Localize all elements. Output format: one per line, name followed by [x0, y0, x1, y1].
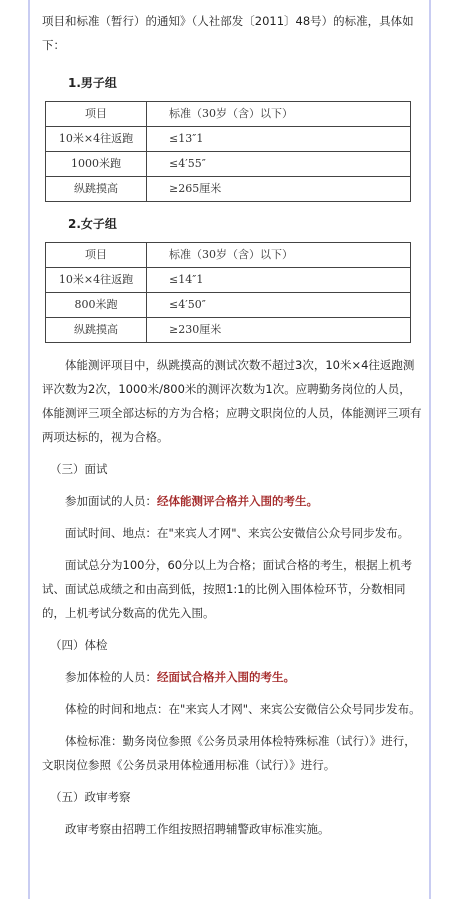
- male-group-heading: 1.男子组: [68, 76, 117, 90]
- interview-scoring-paragraph: 面试总分为100分，60分以上为合格；面试合格的考生，根据上机考试、面试总成绩之和由高到低，按照1:1的比例入围体检环节，分数相同的，上机考试分数高的优先入围。: [42, 558, 413, 620]
- right-border: [429, 0, 431, 899]
- interview-who-highlight: 经体能测评合格并入围的考生。: [157, 494, 318, 508]
- female-standards-table: [45, 242, 411, 343]
- female-group-heading: 2.女子组: [68, 217, 117, 231]
- header-standard: 标准（30岁（含）以下）: [147, 102, 411, 127]
- table-row: [46, 293, 411, 318]
- standard-cell: ≤13″1: [147, 127, 411, 152]
- header-item: 项目: [46, 243, 147, 268]
- fitness-note-paragraph: 体能测评项目中，纵跳摸高的测试次数不超过3次，10米×4往返跑测评次数为2次，1000米/800米的测评次数为1次。应聘勤务岗位的人员，体能测评三项全部达标的方为合格；应聘文职岗位的人员，体能测评三项有两项达标的，视为合格。: [42, 358, 422, 444]
- table-row: [46, 268, 411, 293]
- interview-time-paragraph: 面试时间、地点：在"来宾人才网"、来宾公安微信公众号同步发布。: [65, 526, 410, 540]
- header-item: 项目: [46, 102, 147, 127]
- item-cell: 10米×4往返跑: [46, 127, 147, 152]
- interview-who-label: 参加面试的人员：: [65, 494, 157, 508]
- physical-standard-paragraph: 体检标准：勤务岗位参照《公务员录用体检特殊标准（试行）》进行，文职岗位参照《公务员录用体检通用标准（试行）》进行。: [42, 734, 416, 772]
- interview-heading: （三）面试: [50, 462, 108, 476]
- table-row: [46, 127, 411, 152]
- interview-who-paragraph: [42, 489, 422, 513]
- item-cell: 纵跳摸高: [46, 177, 147, 202]
- political-heading: （五）政审考察: [50, 790, 131, 804]
- standard-cell: ≤4′55″: [147, 152, 411, 177]
- standard-cell: ≥265厘米: [147, 177, 411, 202]
- table-row: [46, 152, 411, 177]
- standard-cell: ≤14″1: [147, 268, 411, 293]
- item-cell: 800米跑: [46, 293, 147, 318]
- table-row: [46, 177, 411, 202]
- intro-paragraph: 项目和标准（暂行）的通知》（人社部发〔2011〕48号）的标准，具体如下：: [42, 14, 414, 52]
- header-standard: 标准（30岁（含）以下）: [147, 243, 411, 268]
- physical-who-highlight: 经面试合格并入围的考生。: [157, 670, 295, 684]
- physical-who-label: 参加体检的人员：: [65, 670, 157, 684]
- political-paragraph: 政审考察由招聘工作组按照招聘辅警政审标准实施。: [65, 822, 330, 836]
- article-body: [42, 0, 422, 849]
- physical-who-paragraph: [42, 665, 422, 689]
- item-cell: 1000米跑: [46, 152, 147, 177]
- physical-heading: （四）体检: [50, 638, 108, 652]
- physical-time-paragraph: 体检的时间和地点：在"来宾人才网"、来宾公安微信公众号同步发布。: [65, 702, 421, 716]
- item-cell: 纵跳摸高: [46, 318, 147, 343]
- left-border: [28, 0, 30, 899]
- standard-cell: ≤4′50″: [147, 293, 411, 318]
- table-row: [46, 318, 411, 343]
- male-standards-table: [45, 101, 411, 202]
- standard-cell: ≥230厘米: [147, 318, 411, 343]
- table-header-row: [46, 243, 411, 268]
- item-cell: 10米×4往返跑: [46, 268, 147, 293]
- table-header-row: [46, 102, 411, 127]
